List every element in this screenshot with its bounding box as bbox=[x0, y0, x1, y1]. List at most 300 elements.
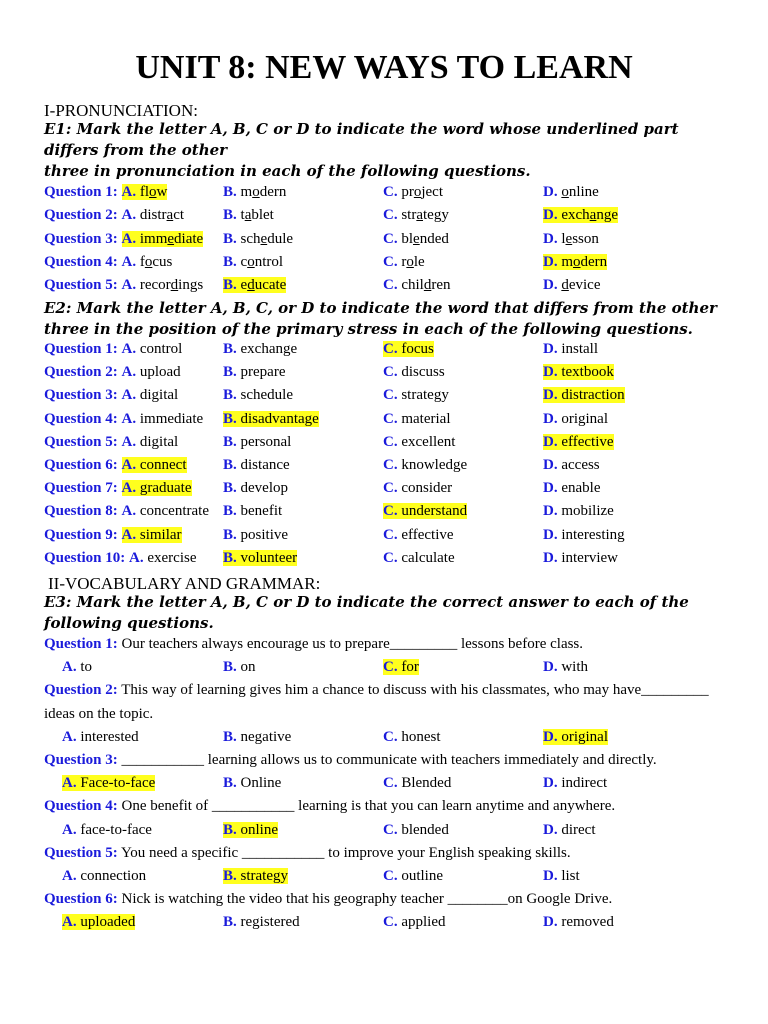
option-word: uploaded bbox=[80, 914, 136, 931]
question-label: Question 2: bbox=[44, 682, 118, 699]
underlined-part: e bbox=[167, 230, 175, 247]
question-row bbox=[44, 362, 181, 383]
option-letter: B. bbox=[223, 503, 237, 520]
option-letter: B. bbox=[223, 207, 237, 224]
option-word-start: c bbox=[240, 253, 248, 270]
question-label: Question 10: bbox=[44, 549, 126, 566]
underlined-part: o bbox=[252, 184, 260, 200]
option-letter: B. bbox=[223, 230, 237, 247]
question-label: Question 5: bbox=[44, 277, 118, 294]
question-label: Question 1: bbox=[44, 341, 118, 357]
option-cell bbox=[62, 657, 92, 678]
underlined-part: o bbox=[247, 253, 255, 270]
option-letter: C. bbox=[383, 410, 398, 427]
answer-option bbox=[543, 364, 614, 380]
answer-option bbox=[543, 184, 599, 200]
answer-option bbox=[543, 457, 600, 473]
option-letter: A. bbox=[121, 253, 137, 270]
option-cell bbox=[383, 657, 419, 678]
answer-option bbox=[223, 550, 297, 566]
option-cell bbox=[383, 252, 425, 273]
option-word-end: dern bbox=[259, 184, 287, 200]
option-cell bbox=[383, 455, 467, 476]
option-letter: C. bbox=[383, 277, 398, 294]
option-word-start: l bbox=[561, 230, 566, 247]
answer-option bbox=[129, 550, 196, 566]
question-text: Nick is watching the video that his geography teacher ________on Google Drive. bbox=[121, 891, 613, 908]
exercise-2-instruction-line-1: E2: Mark the letter A, B, C, or D to indicate the word that differs from the other bbox=[44, 299, 717, 317]
option-letter: D. bbox=[543, 253, 558, 270]
option-word-start: f bbox=[139, 253, 145, 270]
option-cell bbox=[543, 432, 614, 453]
option-letter: C. bbox=[383, 387, 398, 404]
answer-option bbox=[62, 729, 139, 745]
option-cell bbox=[223, 205, 274, 226]
option-word: for bbox=[401, 659, 419, 676]
answer-option bbox=[383, 550, 455, 566]
answer-option bbox=[122, 277, 204, 293]
option-letter: D. bbox=[543, 914, 558, 931]
option-word: personal bbox=[240, 433, 292, 450]
option-letter: B. bbox=[223, 821, 237, 838]
question-row bbox=[44, 409, 203, 430]
option-word-start: fl bbox=[139, 184, 150, 200]
option-letter: D. bbox=[543, 503, 558, 520]
exercise-1-instruction-line-2: differs from the other bbox=[44, 141, 228, 159]
answer-option bbox=[223, 729, 291, 745]
answer-option bbox=[383, 503, 467, 519]
option-letter: C. bbox=[383, 549, 398, 566]
underlined-part: o bbox=[573, 253, 581, 270]
option-word: control bbox=[139, 341, 183, 357]
option-word: graduate bbox=[139, 480, 192, 497]
option-letter: D. bbox=[543, 775, 558, 792]
option-word-end: ct bbox=[173, 207, 185, 224]
option-letter: C. bbox=[383, 253, 398, 270]
option-letter: B. bbox=[223, 341, 237, 357]
option-cell bbox=[383, 773, 451, 794]
answer-option bbox=[383, 659, 419, 675]
question-text-line bbox=[44, 750, 657, 771]
option-letter: C. bbox=[383, 433, 398, 450]
option-letter: A. bbox=[62, 914, 77, 931]
answer-option bbox=[122, 184, 168, 200]
question-label: Question 6: bbox=[44, 457, 118, 473]
answer-option bbox=[223, 503, 282, 519]
option-letter: D. bbox=[543, 480, 558, 497]
option-letter: D. bbox=[543, 410, 558, 427]
option-letter: C. bbox=[383, 480, 398, 497]
question-text: This way of learning gives him a chance to discuss with his classmates, who may have_________ bbox=[121, 682, 709, 699]
answer-option bbox=[122, 457, 187, 473]
underlined-part: e bbox=[565, 230, 573, 247]
option-word: honest bbox=[401, 728, 441, 745]
question-label: Question 3: bbox=[44, 230, 118, 247]
option-word: interested bbox=[80, 728, 139, 745]
option-word: interview bbox=[561, 549, 618, 566]
option-letter: D. bbox=[543, 821, 558, 838]
question-row bbox=[44, 205, 184, 226]
answer-option bbox=[122, 387, 179, 403]
option-cell bbox=[383, 912, 446, 933]
question-label: Question 2: bbox=[44, 207, 118, 224]
question-row bbox=[44, 432, 178, 453]
answer-option bbox=[122, 207, 185, 223]
section-heading-vocabulary: II-VOCABULARY AND GRAMMAR: bbox=[48, 574, 321, 593]
underlined-part: d bbox=[247, 277, 255, 294]
question-label: Question 4: bbox=[44, 253, 118, 270]
option-word: with bbox=[561, 659, 589, 676]
answer-option bbox=[62, 659, 92, 675]
option-word: list bbox=[561, 868, 580, 884]
option-word: connect bbox=[139, 457, 187, 473]
option-word: calculate bbox=[401, 549, 455, 566]
option-word: consider bbox=[401, 480, 453, 497]
question-label: Question 9: bbox=[44, 526, 118, 543]
option-cell bbox=[543, 727, 608, 748]
option-letter: A. bbox=[121, 433, 137, 450]
option-cell bbox=[383, 525, 454, 546]
option-cell bbox=[383, 275, 451, 296]
option-cell bbox=[223, 409, 319, 430]
answer-option bbox=[383, 729, 441, 745]
option-letter: A. bbox=[121, 341, 137, 357]
answer-option bbox=[383, 527, 454, 543]
answer-option bbox=[383, 184, 443, 200]
option-cell bbox=[383, 339, 434, 360]
question-text-line bbox=[44, 634, 583, 655]
answer-option bbox=[122, 411, 204, 427]
option-word-end: evice bbox=[568, 277, 601, 294]
question-label: Question 3: bbox=[44, 752, 118, 768]
answer-option bbox=[223, 868, 288, 884]
option-cell bbox=[543, 385, 625, 406]
option-word-end: ren bbox=[431, 277, 451, 294]
answer-option bbox=[223, 914, 300, 930]
underlined-part: a bbox=[244, 207, 252, 224]
underlined-part: o bbox=[561, 184, 569, 200]
option-cell bbox=[383, 385, 449, 406]
option-word: removed bbox=[561, 914, 614, 931]
answer-option bbox=[62, 822, 152, 838]
option-word-start: t bbox=[240, 207, 245, 224]
option-word: face-to-face bbox=[80, 821, 152, 838]
question-label: Question 8: bbox=[44, 503, 118, 520]
option-word: digital bbox=[139, 387, 179, 404]
option-cell bbox=[543, 229, 599, 250]
option-cell bbox=[62, 820, 152, 841]
option-word: enable bbox=[561, 480, 601, 497]
option-word-end: dule bbox=[267, 230, 294, 247]
answer-option bbox=[223, 184, 286, 200]
question-text-line bbox=[44, 704, 153, 725]
answer-option bbox=[543, 434, 614, 450]
option-cell bbox=[383, 548, 455, 569]
option-cell bbox=[223, 657, 256, 678]
option-cell bbox=[223, 229, 293, 250]
question-row bbox=[44, 252, 172, 273]
option-letter: C. bbox=[383, 526, 398, 543]
option-word-end: le bbox=[413, 253, 425, 270]
underlined-part: o bbox=[144, 253, 153, 270]
answer-option bbox=[223, 480, 288, 496]
option-letter: B. bbox=[223, 433, 237, 450]
option-letter: C. bbox=[383, 775, 398, 792]
option-letter: B. bbox=[223, 184, 237, 200]
question-label: Question 1: bbox=[44, 184, 118, 200]
option-cell bbox=[543, 820, 596, 841]
option-word-start: m bbox=[561, 253, 574, 270]
option-letter: B. bbox=[223, 457, 237, 473]
option-letter: A. bbox=[129, 549, 144, 566]
answer-option bbox=[383, 411, 450, 427]
option-letter: B. bbox=[223, 914, 237, 931]
option-word: effective bbox=[401, 526, 454, 543]
answer-option bbox=[543, 550, 618, 566]
answer-option bbox=[543, 775, 607, 791]
option-word: strategy bbox=[401, 387, 449, 404]
answer-option bbox=[543, 277, 600, 293]
question-text-line bbox=[44, 889, 612, 910]
question-row bbox=[44, 548, 197, 569]
option-letter: B. bbox=[223, 526, 237, 543]
option-letter: B. bbox=[223, 868, 237, 884]
option-word: applied bbox=[401, 914, 446, 931]
option-cell bbox=[543, 478, 600, 499]
option-letter: B. bbox=[223, 364, 237, 381]
option-word: access bbox=[561, 457, 600, 473]
option-word: develop bbox=[240, 480, 288, 497]
option-word: direct bbox=[561, 821, 596, 838]
exercise-1-instruction-line-1: E1: Mark the letter A, B, C or D to indicate the word whose underlined part bbox=[44, 120, 679, 138]
question-label: Question 3: bbox=[44, 387, 118, 404]
option-letter: C. bbox=[383, 659, 398, 676]
option-word: negative bbox=[240, 728, 292, 745]
option-word: original bbox=[561, 728, 608, 745]
question-label: Question 4: bbox=[44, 410, 118, 427]
underlined-part: a bbox=[416, 207, 424, 224]
option-letter: A. bbox=[121, 410, 137, 427]
answer-option bbox=[383, 207, 449, 223]
option-letter: B. bbox=[223, 728, 237, 745]
question-row bbox=[44, 525, 182, 546]
option-cell bbox=[543, 205, 618, 226]
option-letter: A. bbox=[62, 775, 77, 792]
option-cell bbox=[383, 409, 450, 430]
option-cell bbox=[383, 182, 443, 203]
option-letter: D. bbox=[543, 230, 558, 247]
option-cell bbox=[223, 727, 291, 748]
option-letter: C. bbox=[383, 364, 398, 381]
answer-option bbox=[122, 527, 182, 543]
option-word-end: nge bbox=[596, 207, 619, 224]
option-word: excellent bbox=[401, 433, 456, 450]
option-word-end: dern bbox=[580, 253, 608, 270]
option-cell bbox=[62, 866, 146, 887]
option-cell bbox=[543, 866, 580, 887]
option-cell bbox=[543, 182, 599, 203]
option-word-start: imm bbox=[139, 230, 168, 247]
answer-option bbox=[383, 231, 449, 247]
option-cell bbox=[223, 455, 290, 476]
option-word: blended bbox=[401, 821, 449, 838]
option-cell bbox=[543, 455, 600, 476]
option-letter: A. bbox=[62, 821, 77, 838]
question-text: ___________ learning allows us to communicate with teachers immediately and directly. bbox=[121, 752, 657, 768]
option-letter: B. bbox=[223, 775, 237, 792]
option-cell bbox=[223, 478, 288, 499]
option-letter: D. bbox=[543, 549, 558, 566]
underlined-part: o bbox=[149, 184, 157, 200]
answer-option bbox=[122, 231, 204, 247]
option-letter: A. bbox=[121, 457, 137, 473]
answer-option bbox=[383, 277, 451, 293]
option-cell bbox=[543, 548, 618, 569]
answer-option bbox=[383, 480, 452, 496]
question-row bbox=[44, 229, 203, 250]
answer-option bbox=[122, 341, 183, 357]
option-letter: C. bbox=[383, 457, 398, 473]
answer-option bbox=[383, 434, 455, 450]
question-row bbox=[44, 501, 209, 522]
option-cell bbox=[223, 252, 283, 273]
answer-option bbox=[122, 480, 192, 496]
answer-option bbox=[543, 822, 596, 838]
question-text: ideas on the topic. bbox=[44, 705, 154, 722]
question-label: Question 1: bbox=[44, 636, 118, 652]
option-letter: D. bbox=[543, 728, 558, 745]
answer-option bbox=[383, 364, 445, 380]
question-text: Our teachers always encourage us to prepare_________ lessons before class. bbox=[121, 636, 584, 652]
option-word: on bbox=[240, 659, 256, 676]
option-letter: B. bbox=[223, 480, 237, 497]
underlined-part: o bbox=[406, 253, 414, 270]
option-word: knowledge bbox=[401, 457, 468, 473]
option-word-start: str bbox=[401, 207, 417, 224]
option-word-start: r bbox=[401, 253, 407, 270]
option-cell bbox=[223, 525, 288, 546]
answer-option bbox=[62, 914, 135, 930]
answer-option bbox=[383, 254, 425, 270]
question-text: One benefit of ___________ learning is that you can learn anytime and anywhere. bbox=[121, 798, 616, 815]
underlined-part: d bbox=[170, 277, 179, 294]
option-letter: A. bbox=[62, 728, 77, 745]
option-cell bbox=[383, 866, 443, 887]
underlined-part: e bbox=[260, 230, 268, 247]
answer-option bbox=[383, 914, 446, 930]
option-cell bbox=[383, 432, 455, 453]
option-letter: D. bbox=[543, 341, 558, 357]
answer-option bbox=[543, 503, 614, 519]
option-word: distraction bbox=[561, 387, 625, 404]
option-cell bbox=[223, 548, 297, 569]
option-cell bbox=[543, 657, 588, 678]
option-letter: D. bbox=[543, 364, 558, 381]
option-word-end: w bbox=[156, 184, 168, 200]
option-letter: D. bbox=[543, 526, 558, 543]
option-cell bbox=[383, 478, 452, 499]
answer-option bbox=[383, 387, 449, 403]
answer-option bbox=[383, 457, 467, 473]
answer-option bbox=[543, 387, 625, 403]
exercise-1-instruction-line-3: three in pronunciation in each of the following questions. bbox=[44, 162, 531, 180]
option-word: disadvantage bbox=[240, 410, 319, 427]
option-cell bbox=[223, 339, 297, 360]
option-cell bbox=[223, 362, 285, 383]
option-word: online bbox=[240, 821, 279, 838]
option-letter: D. bbox=[543, 184, 558, 200]
option-letter: D. bbox=[543, 457, 558, 473]
option-word-end: nded bbox=[419, 230, 449, 247]
section-heading-pronunciation: I-PRONUNCIATION: bbox=[44, 101, 198, 120]
option-word: benefit bbox=[240, 503, 283, 520]
option-letter: D. bbox=[543, 868, 558, 884]
option-cell bbox=[543, 252, 607, 273]
option-word-end: diate bbox=[174, 230, 204, 247]
option-cell bbox=[223, 275, 286, 296]
question-label: Question 2: bbox=[44, 364, 118, 381]
exercise-2-instruction-line-2: three in the position of the primary stress in each of the following questions. bbox=[44, 320, 693, 338]
answer-option bbox=[383, 868, 443, 884]
option-word: schedule bbox=[240, 387, 293, 404]
option-word: focus bbox=[401, 341, 434, 357]
option-cell bbox=[543, 525, 625, 546]
option-letter: A. bbox=[121, 364, 137, 381]
option-letter: A. bbox=[62, 659, 77, 676]
answer-option bbox=[223, 341, 297, 357]
option-word: strategy bbox=[240, 868, 288, 884]
option-word-start: bl bbox=[401, 230, 414, 247]
answer-option bbox=[122, 434, 179, 450]
option-letter: C. bbox=[383, 868, 398, 884]
answer-option bbox=[122, 364, 181, 380]
option-word: mobilize bbox=[561, 503, 614, 520]
option-word: discuss bbox=[401, 364, 445, 381]
option-cell bbox=[543, 275, 600, 296]
option-word-start: exch bbox=[561, 207, 590, 224]
underlined-part: a bbox=[166, 207, 174, 224]
option-word: immediate bbox=[139, 410, 204, 427]
option-letter: D. bbox=[543, 433, 558, 450]
option-letter: D. bbox=[543, 387, 558, 404]
option-word: effective bbox=[561, 433, 614, 450]
question-label: Question 7: bbox=[44, 480, 118, 497]
underlined-part: a bbox=[589, 207, 597, 224]
answer-option bbox=[543, 341, 598, 357]
option-cell bbox=[62, 727, 139, 748]
answer-option bbox=[543, 527, 625, 543]
option-word: Online bbox=[240, 775, 282, 792]
option-cell bbox=[223, 912, 300, 933]
answer-option bbox=[543, 207, 618, 223]
option-cell bbox=[223, 820, 278, 841]
option-letter: B. bbox=[223, 253, 237, 270]
exercise-3-instruction-line-1: E3: Mark the letter A, B, C or D to indicate the correct answer to each of the bbox=[44, 593, 689, 611]
answer-option bbox=[223, 387, 293, 403]
answer-option bbox=[543, 729, 608, 745]
option-word: positive bbox=[240, 526, 289, 543]
answer-option bbox=[543, 411, 608, 427]
answer-option bbox=[223, 775, 281, 791]
option-letter: A. bbox=[121, 526, 137, 543]
underlined-part: d bbox=[561, 277, 569, 294]
option-word-start: chil bbox=[401, 277, 424, 294]
option-letter: B. bbox=[223, 387, 237, 404]
option-word: to bbox=[80, 659, 93, 676]
option-word: install bbox=[561, 341, 599, 357]
option-word: distance bbox=[240, 457, 290, 473]
answer-option bbox=[543, 659, 588, 675]
